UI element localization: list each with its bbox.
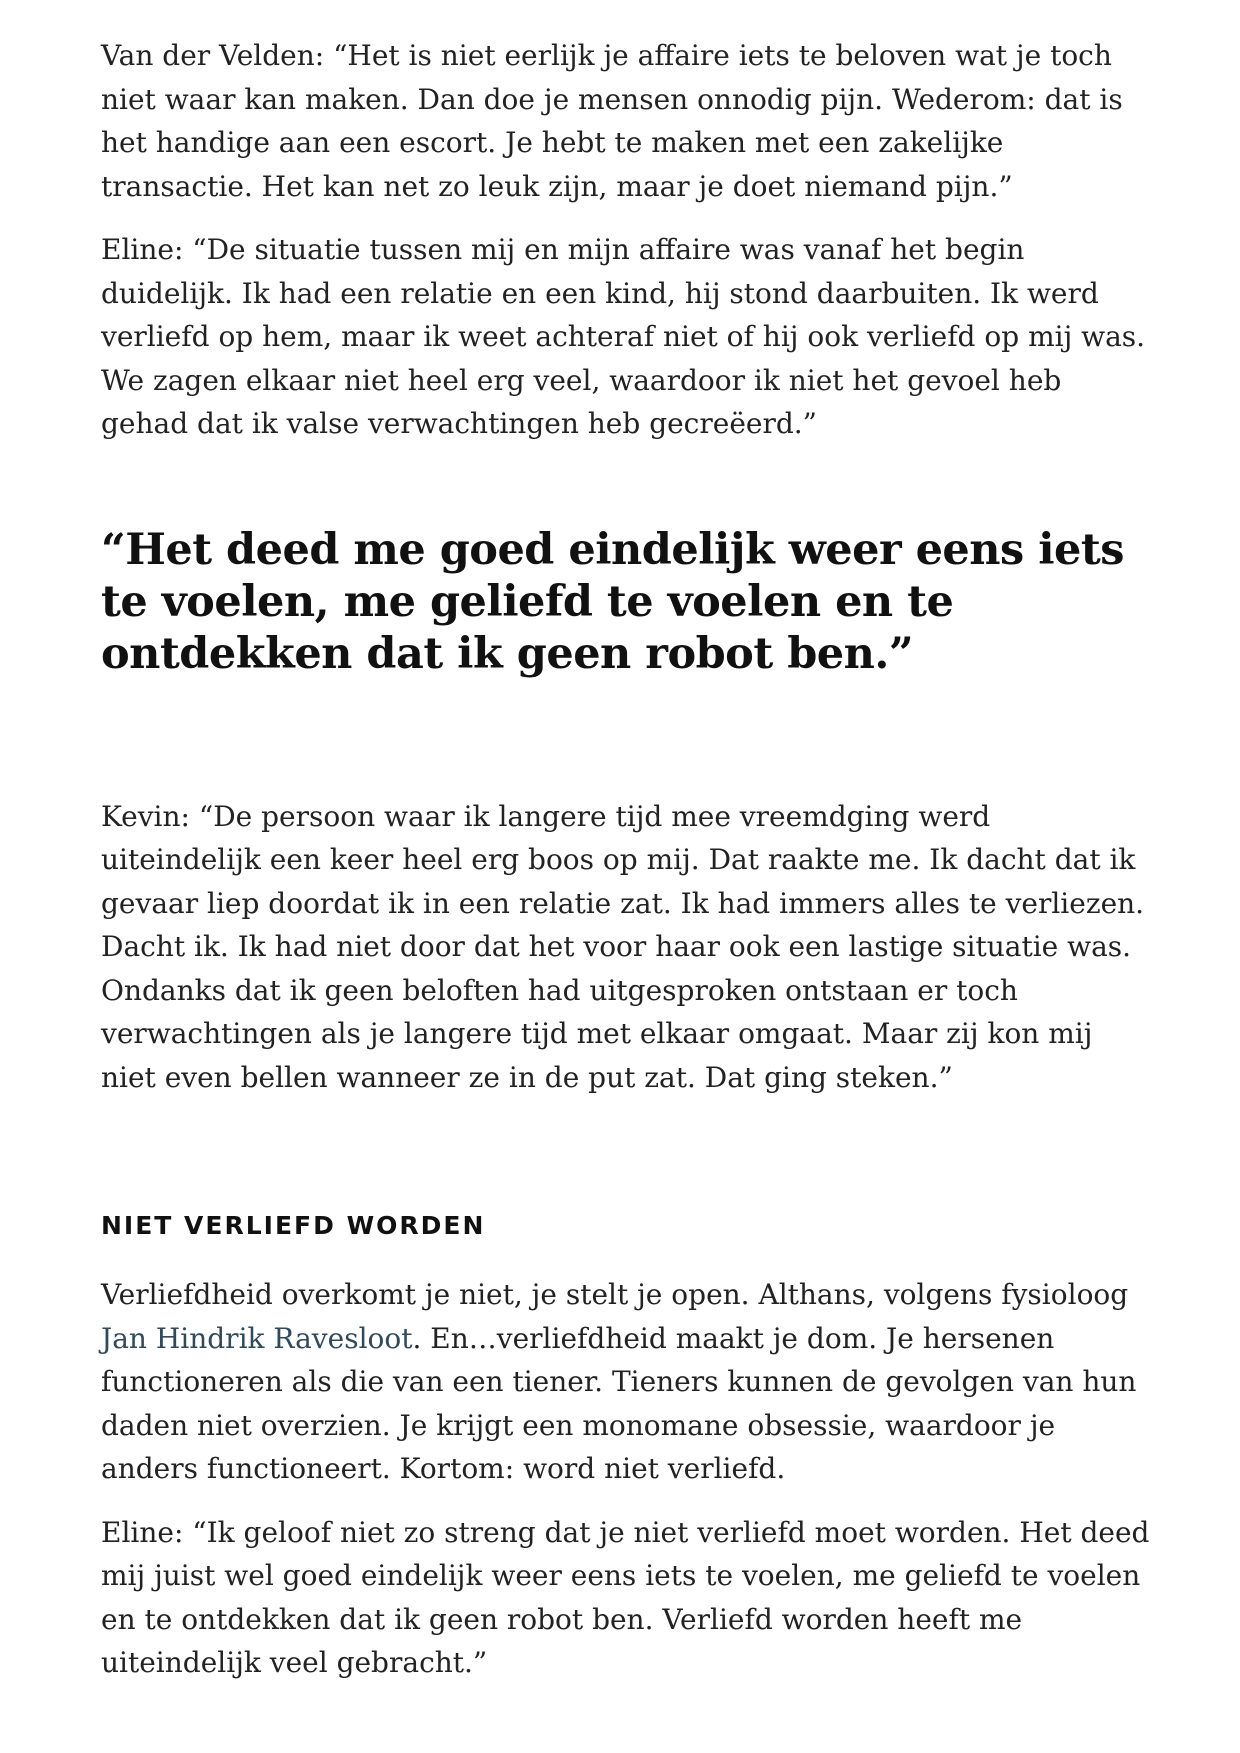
paragraph-text-before-link: Verliefdheid overkomt je niet, je stelt je open. Althans, volgens fysioloog: [101, 1278, 1129, 1311]
paragraph-verliefdheid: [101, 1273, 1151, 1491]
paragraph-kevin: Kevin: “De persoon waar ik langere tijd mee vreemdging werd uiteindelijk een keer heel erg boos op mij. Dat raakte me. Ik dacht dat ik gevaar liep doordat ik in een relatie zat. Ik had immers alles te verliezen. Dacht ik. Ik had niet door dat het voor haar ook een lastige situatie was. Ondanks dat ik geen beloften had uitgesproken ontstaan er toch verwachtingen als je langere tijd met elkaar omgaat. Maar zij kon mij niet even bellen wanneer ze in de put zat. Dat ging steken.”: [101, 799, 1145, 1094]
article-body: [101, 34, 1151, 1685]
paragraph-eline-verliefd: Eline: “Ik geloof niet zo streng dat je niet verliefd moet worden. Het deed mij juist wel goed eindelijk weer eens iets te voelen, me geliefd te voelen en te ontdekken dat ik geen robot ben. Verliefd worden heeft me uiteindelijk veel gebracht.”: [101, 1515, 1150, 1679]
section-heading: NIET VERLIEFD WORDEN: [101, 1211, 486, 1240]
paragraph-van-der-velden: Van der Velden: “Het is niet eerlijk je affaire iets te beloven wat je toch niet waar kan maken. Dan doe je mensen onnodig pijn. Wederom: dat is het handige aan een escort. Je hebt te maken met een zakelijke transactie. Het kan net zo leuk zijn, maar je doet niemand pijn.”: [101, 39, 1123, 203]
paragraph-eline-situatie: Eline: “De situatie tussen mij en mijn affaire was vanaf het begin duidelijk. Ik had een relatie en een kind, hij stond daarbuiten. Ik werd verliefd op hem, maar ik weet achteraf niet of hij ook verliefd op mij was. We zagen elkaar niet heel erg veel, waardoor ik niet het gevoel heb gehad dat ik valse verwachtingen heb gecreëerd.”: [101, 233, 1146, 440]
paragraph-text-after-link: . En…verliefdheid maakt je dom. Je hersenen functioneren als die van een tiener. Tieners kunnen de gevolgen van hun daden niet overzien. Je krijgt een monomane obsessie, waardoor je anders functioneert. Kortom: word niet verliefd.: [101, 1321, 1137, 1485]
ravesloot-link[interactable]: Jan Hindrik Ravesloot: [101, 1321, 413, 1355]
pull-quote: “Het deed me goed eindelijk weer eens iets te voelen, me geliefd te voelen en te ontdekken dat ik geen robot ben.”: [101, 524, 1124, 679]
